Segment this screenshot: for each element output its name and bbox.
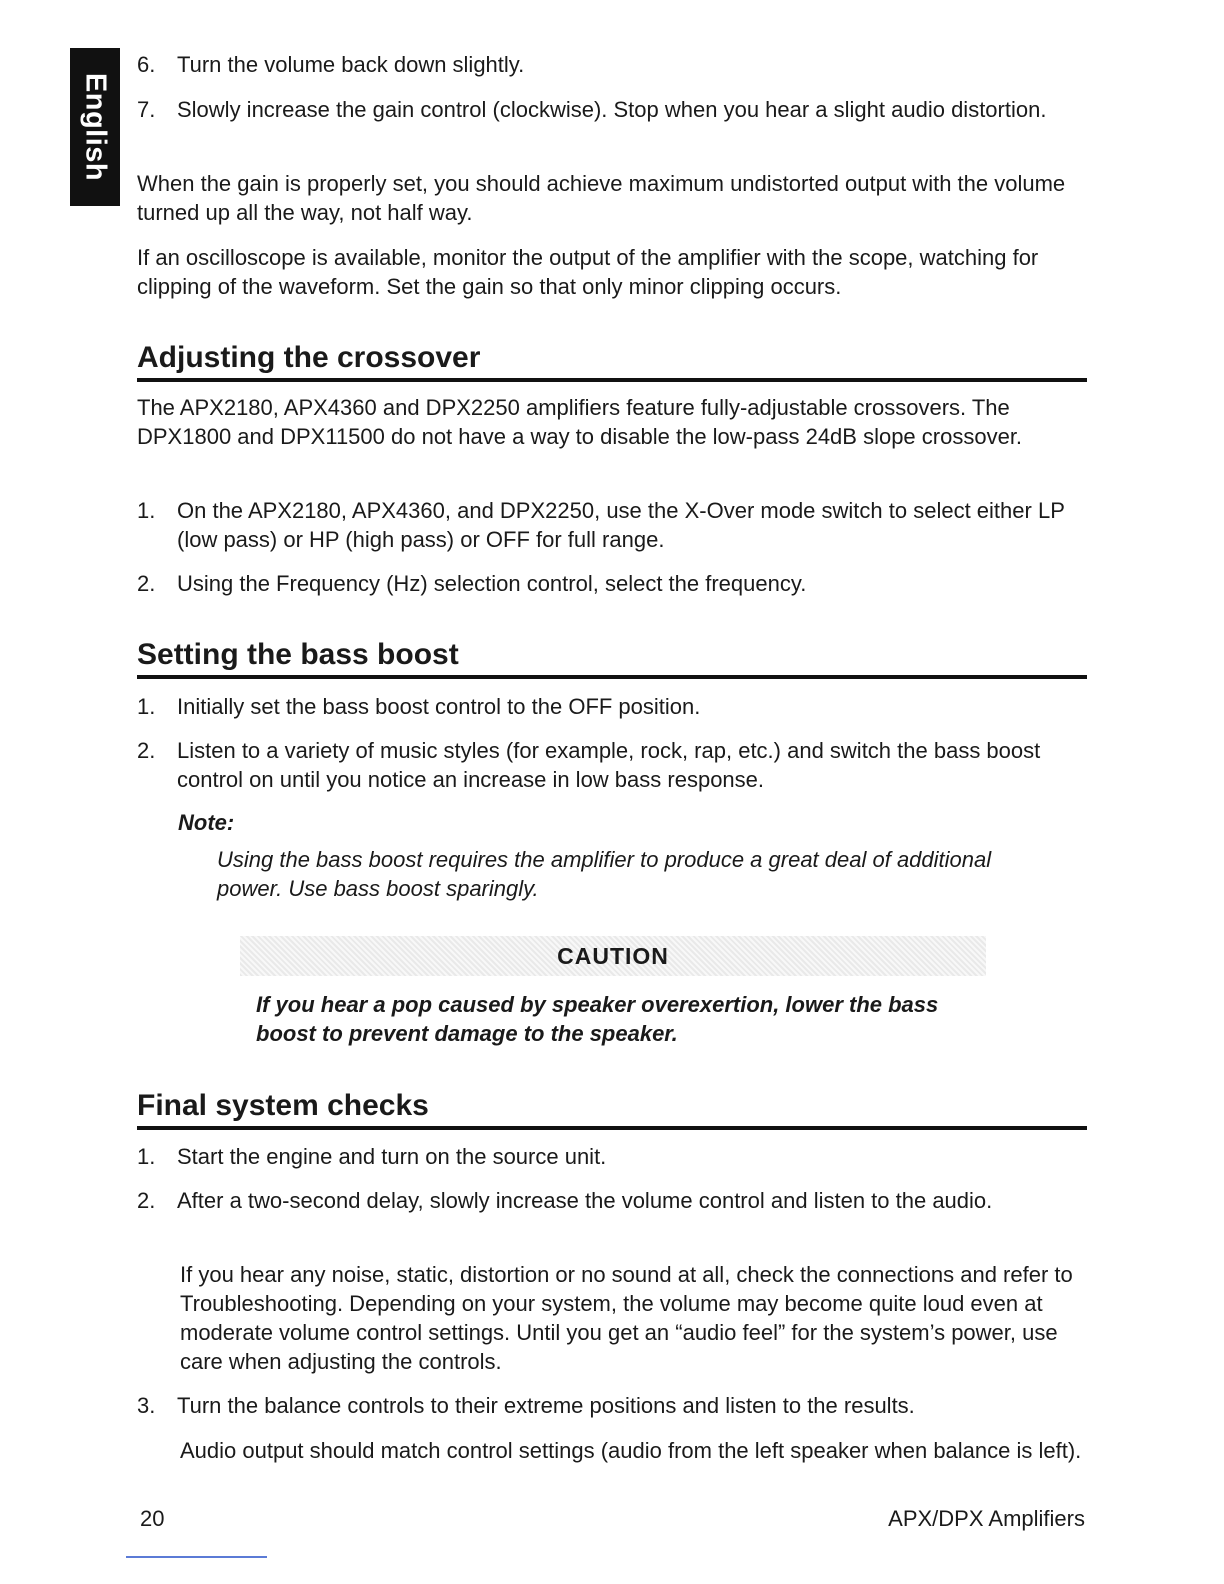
list-text: Using the Frequency (Hz) selection control, select the frequency. [177,571,807,596]
language-tab [70,48,120,206]
paragraph: Audio output should match control settings (audio from the left speaker when balance is left). [180,1438,1082,1463]
list-text: Listen to a variety of music styles (for example, rock, rap, etc.) and switch the bass boost control on until you notice an increase in low bass response. [177,738,1041,792]
list-item [137,1142,1087,1171]
list-number: 3. [137,1393,156,1418]
list-number: 6. [137,52,156,77]
list-text: After a two-second delay, slowly increase the volume control and listen to the audio. [177,1188,993,1213]
section-heading-final-checks: Final system checks [137,1088,1087,1130]
list-number: 2. [137,738,156,763]
list-item [137,50,1087,79]
caution-text: If you hear a pop caused by speaker overexertion, lower the bass boost to prevent damage to the speaker. [256,992,939,1046]
paragraph: If an oscilloscope is available, monitor the output of the amplifier with the scope, watching for clipping of the waveform. Set the gain so that only minor clipping occurs. [137,245,1039,299]
list-item [137,496,1087,554]
list-text: On the APX2180, APX4360, and DPX2250, use the X-Over mode switch to select either LP (low pass) or HP (high pass) or OFF for full range. [177,498,1065,552]
paragraph: If you hear any noise, static, distortion or no sound at all, check the connections and refer to Troubleshooting. Depending on your system, the volume may become quite loud even at moderate volume control settings. Until you get an “audio feel” for the system’s power, use care when adjusting the controls. [180,1262,1073,1374]
scan-artifact-line [126,1556,267,1558]
page-number: 20 [140,1506,165,1531]
list-text: Initially set the bass boost control to the OFF position. [177,694,701,719]
list-number: 2. [137,1188,156,1213]
paragraph: The APX2180, APX4360 and DPX2250 amplifiers feature fully-adjustable crossovers. The DPX1800 and DPX11500 do not have a way to disable the low-pass 24dB slope crossover. [137,395,1023,449]
list-number: 1. [137,1144,156,1169]
note-text: Using the bass boost requires the amplifier to produce a great deal of additional power. Use bass boost sparingly. [217,847,992,901]
list-text: Turn the volume back down slightly. [177,52,525,77]
list-text: Slowly increase the gain control (clockwise). Stop when you hear a slight audio distortion. [177,97,1047,122]
list-number: 1. [137,694,156,719]
list-text: Turn the balance controls to their extreme positions and listen to the results. [177,1393,915,1418]
language-tab-label: English [79,72,112,182]
note-label: Note: [178,810,235,835]
list-text: Start the engine and turn on the source unit. [177,1144,607,1169]
list-number: 1. [137,498,156,523]
footer-product-title: APX/DPX Amplifiers [888,1506,1085,1531]
list-number: 7. [137,97,156,122]
list-item [137,95,1087,124]
list-item [137,692,1087,721]
list-item [137,569,1087,598]
section-heading-bass-boost: Setting the bass boost [137,637,1087,679]
paragraph: When the gain is properly set, you should achieve maximum undistorted output with the volume turned up all the way, not half way. [137,171,1066,225]
list-number: 2. [137,571,156,596]
list-item [137,1186,1087,1215]
list-item [137,1391,1087,1420]
list-item [137,736,1087,794]
section-heading-crossover: Adjusting the crossover [137,340,1087,382]
caution-banner: CAUTION [240,936,986,976]
